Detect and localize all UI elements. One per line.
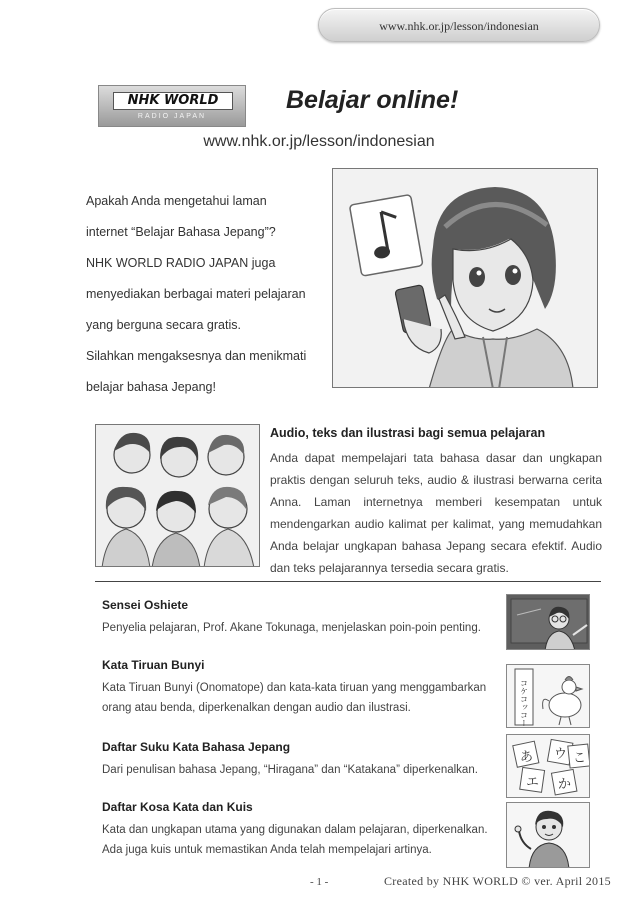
intro-line: internet “Belajar Bahasa Jepang”? (86, 225, 276, 239)
intro-line: Silahkan mengaksesnya dan menikmati (86, 349, 307, 363)
feature-line: Ada juga kuis untuk memastikan Anda telah mempelajari artinya. (102, 844, 432, 856)
feature-daftar-kosa-kata (102, 800, 502, 860)
illustration-group-of-people (95, 424, 260, 567)
audio-section-body: Anda dapat mempelajari tata bahasa dasar dan ungkapan praktis dengan seluruh teks, audio & ilustrasi berwarna cerita Anna. Laman internetnya memberi kesempatan untuk mendengarkan audio kalimat per kalimat, yang memudahkan Anda belajar ungkapan bahasa Jepang secara efektif. Audio dan teks pelajarannya tersedia secara gratis. (270, 451, 602, 575)
header-url-tab-text: www.nhk.or.jp/lesson/indonesian (379, 19, 539, 33)
intro-line: belajar bahasa Jepang! (86, 380, 216, 394)
feature-line: Dari penulisan bahasa Jepang, “Hiragana” dan “Katakana” diperkenalkan. (102, 764, 478, 776)
feature-title: Daftar Suku Kata Bahasa Jepang (102, 740, 291, 754)
girl-with-phone-illustration-icon (333, 169, 598, 388)
feature-sensei-oshiete (102, 598, 502, 638)
kana-card-text: こ (573, 751, 587, 766)
group-of-people-illustration-icon (96, 425, 260, 567)
feature-title: Kata Tiruan Bunyi (102, 658, 205, 672)
intro-text (86, 186, 326, 403)
logo-main-text: NHK WORLD (113, 92, 233, 110)
feature-line: Penyelia pelajaran, Prof. Akane Tokunaga, menjelaskan poin-poin penting. (102, 622, 481, 634)
feature-line: Kata dan ungkapan utama yang digunakan dalam pelajaran, diperkenalkan. (102, 824, 488, 836)
logo-sub-text: RADIO JAPAN (137, 113, 207, 120)
intro-line: Apakah Anda mengetahui laman (86, 194, 267, 208)
thumb-daftar-kosa-kata (506, 802, 590, 868)
thumb-sensei-oshiete (506, 594, 590, 650)
page-number: - 1 - (310, 876, 329, 888)
kana-card-text: あ (520, 750, 534, 765)
student-character-icon (507, 803, 590, 868)
katakana-sign-text: コケコッコー (519, 679, 529, 727)
illustration-girl-with-phone (332, 168, 598, 388)
audio-section-heading: Audio, teks dan ilustrasi bagi semua pelajaran (270, 426, 546, 440)
lesson-url[interactable]: www.nhk.or.jp/lesson/indonesian (203, 133, 435, 150)
header-url-tab[interactable] (318, 8, 600, 42)
thumb-daftar-suku-kata (506, 734, 590, 798)
footer-credit: Created by NHK WORLD © ver. April 2015 (384, 874, 611, 888)
rooster-onomatopoeia-icon (507, 665, 590, 728)
kana-card-text: ウ (554, 747, 568, 762)
intro-line: yang berguna secara gratis. (86, 318, 241, 332)
intro-line: menyediakan berbagai materi pelajaran (86, 287, 306, 301)
kana-cards-icon (507, 735, 590, 798)
nhk-world-logo (98, 85, 246, 127)
feature-daftar-suku-kata (102, 740, 502, 780)
kana-card-text: エ (526, 775, 540, 790)
intro-line: NHK WORLD RADIO JAPAN juga (86, 256, 276, 270)
audio-section (270, 426, 602, 579)
page-title: Belajar online! (286, 86, 459, 114)
feature-kata-tiruan-bunyi (102, 658, 502, 718)
feature-line: Kata Tiruan Bunyi (Onomatope) dan kata-kata tiruan yang menggambarkan (102, 682, 487, 694)
feature-line: orang atau benda, diperkenalkan dengan audio dan ilustrasi. (102, 702, 411, 714)
feature-title: Daftar Kosa Kata dan Kuis (102, 800, 253, 814)
thumb-kata-tiruan-bunyi (506, 664, 590, 728)
section-divider (95, 581, 601, 582)
teacher-at-board-icon (507, 595, 590, 650)
kana-card-text: か (558, 777, 572, 792)
feature-title: Sensei Oshiete (102, 598, 189, 612)
